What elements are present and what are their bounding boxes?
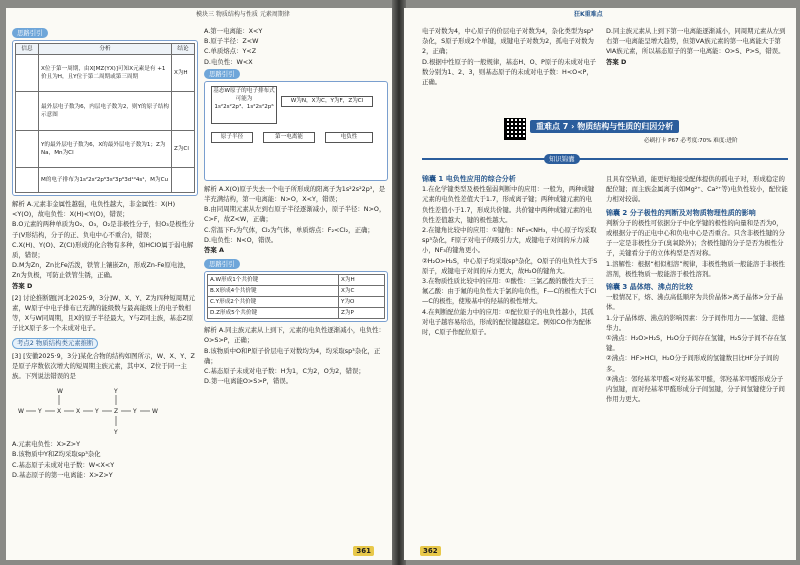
left-column-2 — [204, 26, 388, 386]
option: D.电负性：W<X — [204, 57, 253, 66]
option: B.该物质中Y和Z均采取sp³杂化 — [12, 450, 101, 459]
answer-label: 答案 D — [12, 281, 33, 290]
section-heading: 重难点 7 › 物质结构与性质的归因分析 — [530, 120, 679, 133]
qr-code-icon[interactable] — [504, 118, 526, 140]
table-row: Y的最外层电子数为6，X的最外层电子数为1；Z为Na，Mn为Cl Z为Cl — [16, 131, 195, 168]
think-label: 思路引引 — [12, 28, 48, 38]
solution-1: 解析 A.元素非金属性越强，电负性越大，非金属性：X(H)<Y(O)，故电负性：X(H)<Y(O)，错误； B.O元素的两种单质为O₂、O₃，O₂是非极性分子，但O₃是极性分子(V形结构，分子的正、负电中心不重合)，错误； C.X(H)、Y(O)、Z(Cl)形成的化合物有多种，如HClO属于弱电解质，错误； D.M为Zn，Zn比Fe活泼，铁管上镶嵌Zn，形成Zn-Fe原电池，Zn为负极，可防止铁管生锈，正确。 答案 D — [12, 199, 198, 291]
flow-box: 电负性 — [325, 132, 373, 143]
left-column-1 — [12, 26, 198, 480]
flow-box: W为N，X为C，Y为F，Z为Cl — [281, 96, 373, 107]
answer-label: 答案 A — [204, 246, 224, 255]
bond-table — [207, 274, 385, 319]
svg-text:Y: Y — [95, 408, 99, 416]
right-page — [404, 8, 796, 560]
svg-text:X: X — [76, 408, 81, 416]
svg-text:Z: Z — [114, 408, 119, 416]
question-2: [2] 讨论推断题[河北2025·9，3分]W、X、Y、Z为四种短周期元素，W原子中电子排布已充满的能级数与最高能级上的电子数相等，X与W同周期，且X的原子半径最大，Y与Z同主族，基态Z原子比X原子多一个未成对电子。 — [12, 293, 195, 333]
flow-box: 原子半径 — [211, 132, 253, 143]
right-page-header: 狂K重难点 — [574, 11, 603, 18]
svg-text:Y: Y — [38, 408, 42, 416]
analysis-table — [15, 43, 195, 193]
option: A.元素电负性：X>Z>Y — [12, 440, 81, 449]
bond-table-box — [204, 271, 388, 322]
answer-label: 答案 D — [606, 57, 627, 66]
table-row: D.Z形成5个共价键 Z为P — [208, 308, 385, 319]
flow-diagram — [204, 81, 388, 181]
svg-text:Y: Y — [114, 388, 118, 396]
table-row: C.Y形成2个共价键 Y为O — [208, 297, 385, 308]
think-label-3: 思路引引 — [204, 259, 240, 269]
svg-text:W: W — [18, 408, 24, 416]
table-row: B.X形成4个共价键 X为C — [208, 286, 385, 297]
svg-text:Y: Y — [133, 408, 137, 416]
molecule-structure-figure — [12, 383, 192, 437]
option: D.基态原子的第一电离能：X>Z>Y — [12, 470, 113, 479]
table-header: 结论 — [172, 44, 195, 55]
table-row: X位于第一周期，由X[MZ(YX)]可知X元素是有 +1价且为H，且Y位于第二周期或第三周期 X为H — [16, 55, 195, 92]
left-page — [6, 8, 394, 560]
knowledge-bar — [422, 158, 788, 172]
knowledge-label: 知识锦囊 — [544, 152, 580, 166]
svg-text:Y: Y — [114, 429, 118, 437]
svg-text:W: W — [152, 408, 158, 416]
option: A.第一电离能：X<Y — [204, 27, 263, 35]
section-meta: 必刷打卡 P67 必考度:70% 难度:进阶 — [644, 138, 738, 144]
analysis-table-box — [12, 40, 198, 196]
option: C.基态原子未成对电子数：W<X<Y — [12, 460, 115, 469]
right-column-2: 且具有空轨道，能更好地接受配体提供的孤电子对，形成稳定的配位键；而主族金属离子(如Mg²⁺、Ca²⁺等)电负性较小，配位能力相对较弱。 锦囊 2 分子极性的判断及对物质物理性质的影响 判断分子的极性可依据分子中化学键的极性的向量和是否为0，或根据分子的正电中心和负电中心是否重合。只含非极性键的分子一定是非极性分子(臭氧除外)；含极性键的分子是否为极性分子，关键看分子的立体构型是否对称。 1.溶解性：根据“相似相溶”规律，非极性物质一般能溶于非极性溶剂，极性物质一般能溶于极性溶剂。 锦囊 3 晶体熔、沸点的比较 一般情况下，熔、沸点高低顺序为共价晶体>离子晶体>分子晶体。 1.分子晶体熔、沸点的影响因素：分子间作用力——氢键、范德华力。 ①沸点：H₂O>H₂S，H₂O分子间存在氢键，H₂S分子间不存在氢键。 ②沸点：HF>HCl，H₂O分子间形成的氢键数目比HF分子间的多。 ③沸点：邻羟基苯甲醛<对羟基苯甲醛，邻羟基苯甲醛形成分子内氢键，而对羟基苯甲醛形成分子间氢键，分子间氢键使分子间作用力更大。 — [606, 175, 788, 404]
jinnang-2-title: 锦囊 2 分子极性的判断及对物质物理性质的影响 — [606, 208, 756, 217]
jinnang-1-title: 锦囊 1 电负性应用的综合分析 — [422, 175, 516, 183]
page-number: 361 — [353, 546, 374, 556]
table-row: A.W形成1个共价键 X为H — [208, 275, 385, 286]
flow-box: 基态W原子的电子排布式可能为 1s²2s²2p³、1s²2s²2p⁶ — [211, 86, 277, 124]
flow-box: 第一电离能 — [263, 132, 315, 143]
right-column-1: 锦囊 1 电负性应用的综合分析 1.在化学键类型及极性强弱判断中的应用：一般为，两种成键元素的电负性差值大于1.7，形成离子键；两种成键元素的电负性差值小于1.7，形成共价键。共价键中两种成键元素的电负性差值越大，键的极性越大。 2.在键角比较中的应用：①键角：NF₃<NH₃，中心原子均采取sp³杂化，F原子对电子的吸引力大，成键电子对间的斥力减小，NF₃的键角更小。 ②H₂O>H₂S，中心原子均采取sp³杂化，O原子的电负性大于S原子，成键电子对间的斥力更大，故H₂O的键角大。 3.在物质性质比较中的应用：①酸性：三氯乙酸的酸性大于三氟乙酸：由于氟的电负性大于氯的电负性，F—C的极性大于Cl—C的极性，使羧基中的羟基的极性增大。 4.在判断配位能力中的应用：①配位原子的电负性越小，其孤对电子越容易给出，形成的配位键越稳定。例如CO作为配体时，C原子作配位原子。 — [422, 175, 598, 337]
question-3: [3] [安徽2025·9，3分]某化合物的结构如图所示，W、X、Y、Z是原子序数依次增大的短周期主族元素，其中X、Z位于同一主族。下列说法错误的是 — [12, 351, 195, 381]
svg-text:X: X — [57, 408, 62, 416]
right-top-column-2: D.同主族元素从上到下第一电离能逐渐减小，同周期元素从左到右第一电离能呈增大趋势，但第ⅤA族元素的第一电离能大于第ⅥA族元素，所以基态原子的第一电离能：O>S、P>S，错误。 答案 D — [606, 26, 788, 67]
option: C.单质熔点：Y<Z — [204, 47, 257, 56]
section-label: 考点2 物质结构类元素推断 — [12, 338, 198, 349]
right-top-column-1: 电子对数为4，中心原子的价层电子对数为4，杂化类型为sp³杂化，S原子形成2个单键，成键电子对数为2，孤电子对数为2，正确； D.根据中性原子的一般规律，基态H、O、P原子的未成对电子数分别为1、2、3，则基态原子的未成对电子数：H<O<P，正确。 — [422, 27, 597, 87]
page-number: 362 — [420, 546, 441, 556]
svg-text:W: W — [57, 388, 63, 396]
option: B.原子半径：Z<W — [204, 37, 259, 46]
qr-code[interactable] — [504, 118, 526, 140]
table-header: 分析 — [39, 44, 172, 55]
table-header: 信息 — [16, 44, 39, 55]
solution-2: 解析 A.X(O)原子失去一个电子所形成的阳离子为1s²2s²2p³，是半充满结构，第一电离能：N>O，X<Y，错误； B.由同周期元素从左到右原子半径逐渐减小，原子半径：N>O，C>F，故Z<W，正确； C.常温下F₂为气体，Cl₂为气体，单质熔点：F₂<Cl₂，正确； D.电负性：N<O，错误。 答案 A — [204, 184, 388, 255]
table-row: M的电子排布为1s²2s²2p⁶3s²3p⁶3d¹⁰4s¹，M为Cu — [16, 168, 195, 193]
table-row: 最外层电子数为6，内层电子数为2，则Y的原子结构示意图 — [16, 92, 195, 131]
jinnang-3-title: 锦囊 3 晶体熔、沸点的比较 — [606, 283, 693, 292]
left-page-header: 模块三 物质结构与性质 元素周期律 — [196, 11, 290, 18]
think-label-2: 思路引引 — [204, 69, 240, 79]
solution-3: 解析 A.同主族元素从上到下，元素的电负性逐渐减小，电负性：O>S>P，正确； B.该物质中O和P原子价层电子对数均为4，均采取sp³杂化，正确； C.基态原子未成对电子数：H为1，C为2，O为2，错误； D.第一电离能O>S>P，错误。 — [204, 326, 385, 386]
